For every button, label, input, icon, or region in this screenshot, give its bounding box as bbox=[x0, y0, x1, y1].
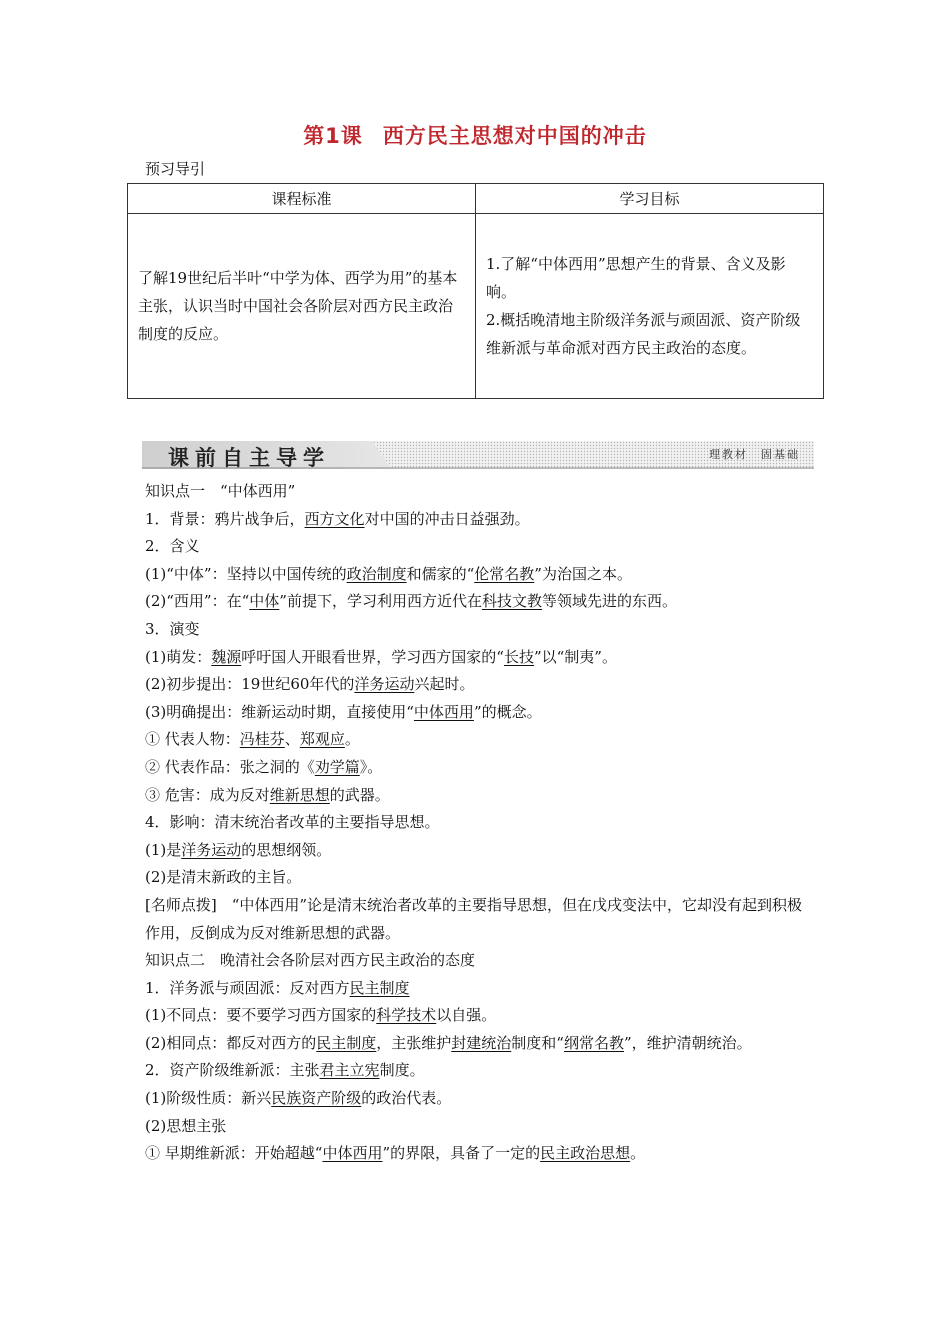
answer-text: 君主立宪 bbox=[319, 1061, 380, 1080]
lesson-number: 第1课 bbox=[303, 124, 363, 148]
line-text: 知识点二 晚清社会各阶层对西方民主政治的态度 bbox=[145, 951, 476, 970]
answer-text: 民族资产阶级 bbox=[271, 1089, 362, 1108]
line-text: 呼吁国人开眼看世界，学习西方国家的“ bbox=[241, 647, 504, 666]
content-line bbox=[145, 892, 817, 947]
content-line bbox=[145, 864, 817, 892]
answer-text: 劝学篇 bbox=[314, 757, 360, 776]
content-line bbox=[145, 809, 817, 837]
banner-subtitle: 理教材 固基础 bbox=[709, 448, 800, 461]
line-text: ③ 危害：成为反对 bbox=[145, 785, 270, 804]
line-text: ”前提下，学习利用西方近代在 bbox=[279, 592, 482, 611]
answer-text: 洋务运动 bbox=[354, 675, 415, 694]
answer-text: 科技文教 bbox=[481, 592, 542, 611]
answer-text: 民主制度 bbox=[349, 978, 410, 997]
standard-cell bbox=[128, 214, 476, 399]
line-text: (2)“西用”：在“ bbox=[145, 592, 250, 611]
line-text: (3)明确提出：维新运动时期，直接使用“ bbox=[145, 702, 414, 721]
line-text: 等领域先进的东西。 bbox=[541, 592, 677, 611]
line-text: ② 代表作品：张之洞的《 bbox=[145, 757, 315, 776]
answer-text: 政治制度 bbox=[346, 564, 407, 583]
line-text: 2．含义 bbox=[145, 537, 200, 556]
line-text: ”的界限，具备了一定的 bbox=[382, 1144, 541, 1163]
line-text: 1．洋务派与顽固派：反对西方 bbox=[145, 978, 350, 997]
answer-text: 科学技术 bbox=[376, 1006, 437, 1025]
line-text: (1)不同点：要不要学习西方国家的 bbox=[145, 1006, 377, 1025]
answer-text: 中体西用 bbox=[413, 702, 474, 721]
line-text: 的政治代表。 bbox=[361, 1089, 452, 1108]
content-line bbox=[145, 1030, 817, 1058]
line-text: ”以“制夷”。 bbox=[533, 647, 617, 666]
goals-cell bbox=[476, 214, 824, 399]
answer-text: 伦常名教 bbox=[474, 564, 535, 583]
line-text: 制度和“ bbox=[511, 1033, 564, 1052]
line-text: 4．影响：清末统治者改革的主要指导思想。 bbox=[145, 813, 440, 832]
line-text: 和儒家的“ bbox=[406, 564, 475, 583]
content-line bbox=[145, 1002, 817, 1030]
header-standard: 课程标准 bbox=[128, 184, 476, 214]
line-text: 对中国的冲击日益强劲。 bbox=[364, 509, 530, 528]
line-text: (2)思想主张 bbox=[145, 1116, 227, 1135]
answer-text: 封建统治 bbox=[451, 1033, 512, 1052]
content-line bbox=[145, 644, 817, 672]
line-text: 。 bbox=[630, 1144, 646, 1163]
line-text: (1)“中体”：坚持以中国传统的 bbox=[145, 564, 347, 583]
line-text: (1)阶级性质：新兴 bbox=[145, 1089, 272, 1108]
content-line bbox=[145, 1140, 817, 1168]
answer-text: 中体 bbox=[249, 592, 280, 611]
line-text: (2)相同点：都反对西方的 bbox=[145, 1033, 317, 1052]
content-line bbox=[145, 837, 817, 865]
table-body-row bbox=[128, 214, 824, 399]
answer-text: 维新思想 bbox=[269, 785, 330, 804]
content-line bbox=[145, 616, 817, 644]
content-line bbox=[145, 478, 817, 506]
answer-text: 纲常名教 bbox=[563, 1033, 624, 1052]
content-line bbox=[145, 1113, 817, 1141]
line-text: ① 早期维新派：开始超越“ bbox=[145, 1144, 323, 1163]
content-line bbox=[145, 1057, 817, 1085]
line-text: 2．资产阶级维新派：主张 bbox=[145, 1061, 320, 1080]
header-goals: 学习目标 bbox=[476, 184, 824, 214]
line-text: 。 bbox=[344, 730, 360, 749]
line-text: (1)是 bbox=[145, 840, 182, 859]
line-text: 3．演变 bbox=[145, 619, 200, 638]
line-text: 兴起时。 bbox=[414, 675, 475, 694]
answer-text: 冯桂芬 bbox=[239, 730, 285, 749]
line-text: ，主张维护 bbox=[376, 1033, 452, 1052]
answer-text: 民主制度 bbox=[316, 1033, 377, 1052]
line-text: 以自强。 bbox=[436, 1006, 497, 1025]
line-text: 1．背景：鸦片战争后， bbox=[145, 509, 305, 528]
line-text: (1)萌发： bbox=[145, 647, 212, 666]
line-text: 的思想纲领。 bbox=[241, 840, 332, 859]
answer-text: 中体西用 bbox=[322, 1144, 383, 1163]
line-text: ”为治国之本。 bbox=[534, 564, 632, 583]
content-line bbox=[145, 782, 817, 810]
lesson-name: 西方民主思想对中国的冲击 bbox=[382, 124, 647, 148]
line-text: 知识点一 “中体西用” bbox=[145, 482, 296, 500]
answer-text: 西方文化 bbox=[304, 509, 365, 528]
banner-title: 课前自主导学 bbox=[168, 445, 330, 470]
line-text: ”的概念。 bbox=[473, 702, 542, 721]
content-line bbox=[145, 561, 817, 589]
line-text: ① 代表人物： bbox=[145, 730, 240, 749]
content-line bbox=[145, 699, 817, 727]
goals-table bbox=[127, 183, 824, 399]
line-text: 的武器。 bbox=[329, 785, 390, 804]
section-banner bbox=[142, 441, 814, 469]
lesson-title bbox=[0, 120, 950, 150]
content-line bbox=[145, 726, 817, 754]
line-text: ”，维护清朝统治。 bbox=[623, 1033, 752, 1052]
table-header-row bbox=[128, 184, 824, 214]
preview-label: 预习导引 bbox=[145, 160, 206, 178]
line-text: 制度。 bbox=[379, 1061, 425, 1080]
content-line bbox=[145, 1085, 817, 1113]
content-line bbox=[145, 506, 817, 534]
answer-text: 郑观应 bbox=[299, 730, 345, 749]
line-text: [名师点拨] “中体西用”论是清末统治者改革的主要指导思想，但在戊戌变法中，它却没有起到积极作用，反倒成为反对维新思想的武器。 bbox=[145, 895, 803, 942]
goal-item: 2.概括晚清地主阶级洋务派与顽固派、资产阶级维新派与革命派对西方民主政治的态度。 bbox=[486, 311, 801, 357]
line-text: (2)初步提出：19世纪60年代的 bbox=[145, 675, 355, 694]
content-body bbox=[145, 478, 817, 1168]
answer-text: 民主政治思想 bbox=[540, 1144, 631, 1163]
content-line bbox=[145, 671, 817, 699]
line-text: 、 bbox=[284, 730, 300, 749]
content-line bbox=[145, 533, 817, 561]
content-line bbox=[145, 754, 817, 782]
line-text: (2)是清末新政的主旨。 bbox=[145, 868, 302, 887]
content-line bbox=[145, 975, 817, 1003]
answer-text: 魏源 bbox=[211, 647, 242, 666]
content-line bbox=[145, 947, 817, 975]
goal-item: 1.了解“中体西用”思想产生的背景、含义及影响。 bbox=[486, 255, 786, 301]
content-line bbox=[145, 588, 817, 616]
line-text: 》。 bbox=[359, 757, 383, 776]
answer-text: 长技 bbox=[503, 647, 534, 666]
answer-text: 洋务运动 bbox=[181, 840, 242, 859]
standard-text: 了解19世纪后半叶“中学为体、西学为用”的基本主张，认识当时中国社会各阶层对西方民主政治制度的反应。 bbox=[138, 269, 458, 343]
